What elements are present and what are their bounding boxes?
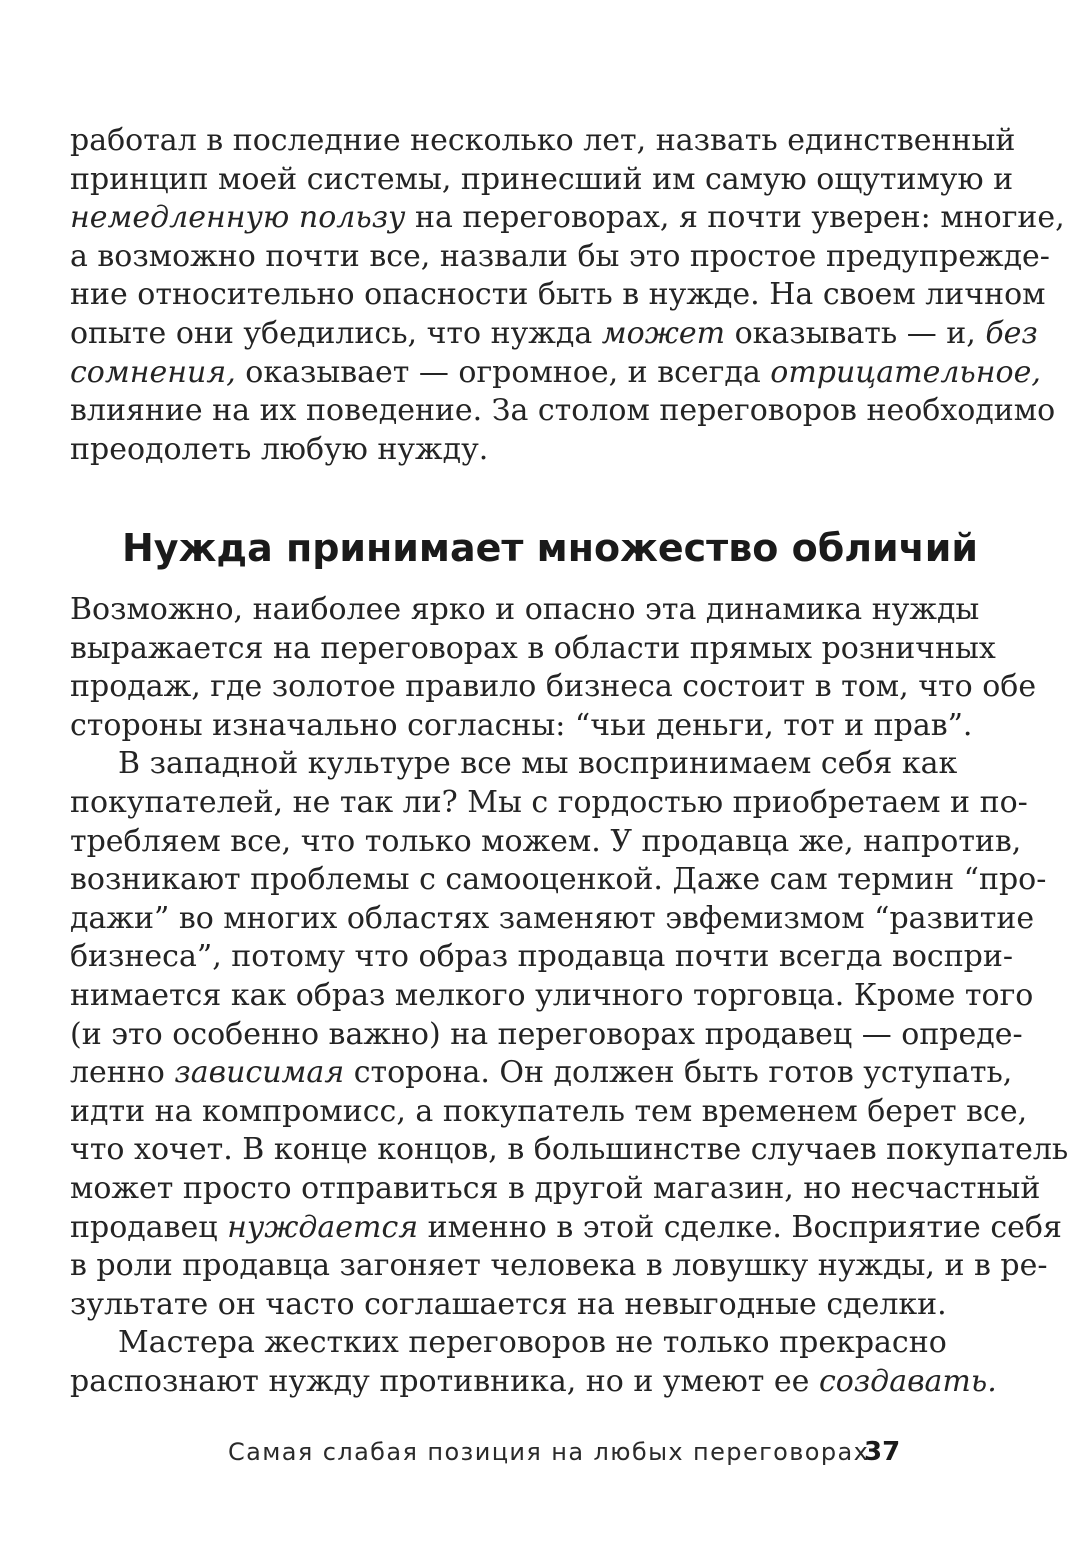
text-line [70, 1363, 997, 1402]
body-text-section [70, 591, 1068, 1401]
text-line: (и это особенно важно) на переговорах продавец — опреде- [70, 1016, 1023, 1052]
text-line: продаж, где золотое правило бизнеса состоит в том, что обе [70, 669, 1037, 705]
text-line: дажи” во многих областях заменяют эвфемизмом “развитие [70, 900, 1035, 936]
italic-emphasis: нуждается [227, 1209, 419, 1245]
text-line: может просто отправиться в другой магазин, но несчастный [70, 1170, 1041, 1206]
text-line: преодолеть любую нужду. [70, 431, 489, 467]
text-line: принцип моей системы, принесший им самую ощутимую и [70, 161, 1014, 197]
italic-emphasis: без [985, 315, 1038, 351]
text-run: опыте они убедились, что нужда [70, 315, 602, 351]
italic-emphasis: сомнения, [70, 354, 236, 390]
text-run: оказывает — огромное, и всегда [235, 354, 771, 390]
italic-emphasis: может [601, 315, 726, 351]
text-run: сторона. Он должен быть готов уступать, [344, 1055, 1013, 1091]
text-line: нимается как образ мелкого уличного торговца. Кроме того [70, 977, 1034, 1013]
text-line: возникают проблемы с самооценкой. Даже сам термин “про- [70, 862, 1047, 898]
italic-emphasis: создавать. [818, 1363, 997, 1399]
text-line [70, 199, 1065, 238]
running-footer-title: Самая слабая позиция на любых переговорах [228, 1438, 870, 1466]
text-line [70, 1054, 1013, 1093]
text-line: влияние на их поведение. За столом переговоров необходимо [70, 393, 1056, 429]
text-line: а возможно почти все, назвали бы это простое предупрежде- [70, 238, 1050, 274]
text-line: ние относительно опасности быть в нужде. На своем личном [70, 277, 1046, 313]
text-run: на переговорах, я почти уверен: многие, [405, 200, 1065, 236]
italic-emphasis: зависимая [174, 1055, 345, 1091]
text-line: Мастера жестких переговоров не только прекрасно [118, 1325, 947, 1361]
text-line: Возможно, наиболее ярко и опасно эта динамика нужды [70, 592, 980, 627]
text-line: В западной культуре все мы воспринимаем себя как [118, 746, 958, 782]
text-line: идти на компромисс, а покупатель тем временем берет все, [70, 1093, 1028, 1129]
text-line: стороны изначально согласны: “чьи деньги, тот и прав”. [70, 707, 973, 743]
text-run: распознают нужду противника, но и умеют ее [70, 1363, 819, 1399]
text-line: работал в последние несколько лет, назвать единственный [70, 123, 1016, 158]
text-run: ленно [70, 1055, 175, 1091]
text-line: зультате он часто соглашается на невыгодные сделки. [70, 1286, 947, 1322]
page-number: 37 [864, 1437, 901, 1467]
text-line: в роли продавца загоняет человека в ловушку нужды, и в ре- [70, 1248, 1048, 1284]
text-run: именно в этой сделке. Восприятие себя [418, 1209, 1062, 1245]
italic-emphasis: отрицательное, [770, 354, 1041, 390]
italic-emphasis: немедленную пользу [70, 200, 406, 236]
section-heading: Нужда принимает множество обличий [122, 526, 979, 570]
text-line: выражается на переговорах в области прямых розничных [70, 630, 996, 666]
text-line [70, 315, 1038, 354]
text-run: продавец [70, 1209, 228, 1245]
text-line: что хочет. В конце концов, в большинстве случаев покупатель [70, 1132, 1068, 1168]
text-run: оказывать — и, [725, 315, 986, 351]
body-text-top [70, 122, 1065, 469]
text-line [70, 1209, 1062, 1248]
text-line [70, 354, 1041, 393]
text-line: покупателей, не так ли? Мы с гордостью приобретаем и по- [70, 784, 1028, 820]
text-line: требляем все, что только можем. У продавца же, напротив, [70, 823, 1022, 859]
text-line: бизнеса”, потому что образ продавца почти всегда воспри- [70, 939, 1014, 975]
